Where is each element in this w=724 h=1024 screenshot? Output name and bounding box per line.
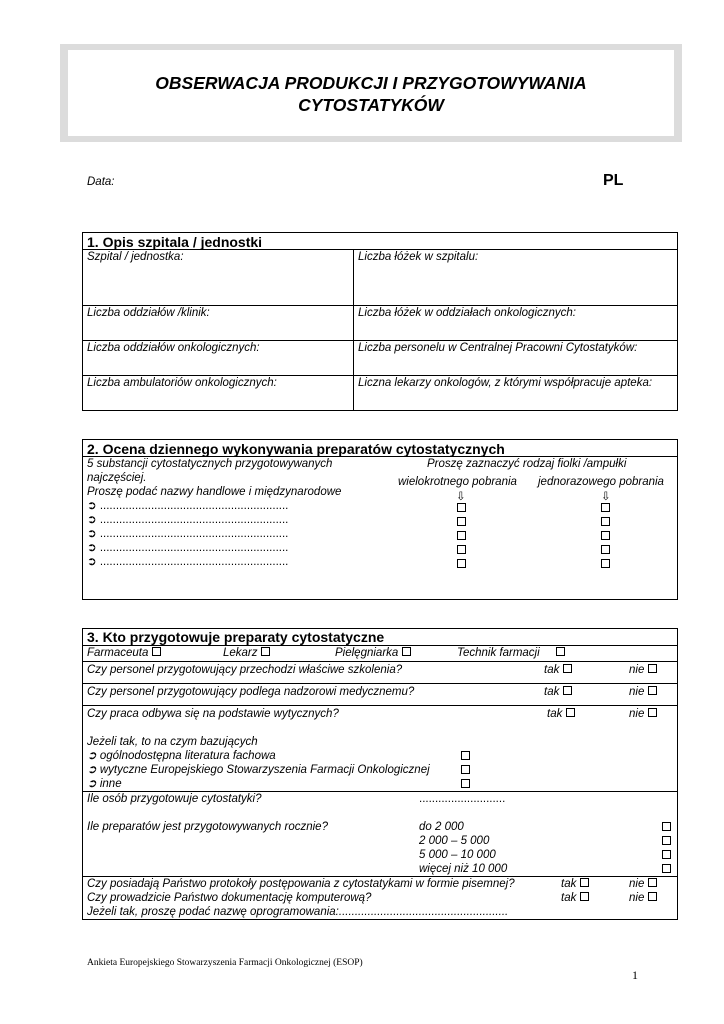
arrow-bullet-icon: ➲ [87, 500, 97, 512]
single-dose-column: jednorazowego pobrania [538, 476, 664, 488]
divider [82, 683, 678, 684]
page-number: 1 [632, 968, 638, 982]
country-code: PL [603, 172, 624, 189]
document-title [68, 72, 674, 116]
yes-label: tak [544, 686, 560, 698]
q-per-year: Ile preparatów jest przygotowywanych rocznie? [87, 821, 328, 833]
divider [82, 661, 678, 662]
no-option[interactable] [629, 686, 657, 699]
checkbox[interactable] [457, 517, 466, 526]
role-doctor[interactable] [223, 647, 270, 660]
footer-text: Ankieta Europejskiego Stowarzyszenia Farmacji Onkologicznej (ESOP) [87, 958, 363, 968]
q-software [87, 906, 508, 919]
software-label: Jeżeli tak, proszę podać nazwę oprogramowania: [87, 906, 339, 918]
checkbox[interactable] [580, 878, 589, 887]
checkbox[interactable] [648, 664, 657, 673]
yes-label: tak [544, 664, 560, 676]
basis-label: ogólnodostępna literatura fachowa [99, 750, 276, 762]
yes-option[interactable] [561, 878, 589, 891]
no-label: nie [629, 664, 645, 676]
checkbox[interactable] [261, 647, 270, 656]
arrow-bullet-icon: ➲ [87, 528, 97, 540]
role-pharmacist[interactable] [87, 647, 161, 660]
date-label: Data: [87, 176, 115, 188]
divider [82, 645, 678, 646]
checkbox[interactable] [457, 503, 466, 512]
arrow-bullet-icon: ➲ [87, 764, 97, 776]
hospital-unit-field[interactable]: Szpital / jednostka: [87, 251, 184, 263]
oncology-wards-field[interactable]: Liczba oddziałów onkologicznych: [87, 342, 260, 354]
basis-label: inne [99, 778, 122, 790]
persons-field[interactable]: ........................... [419, 793, 506, 805]
checkbox[interactable] [402, 647, 411, 656]
checkbox[interactable] [648, 708, 657, 717]
multi-dose-column: wielokrotnego pobrania [398, 476, 517, 488]
yes-option[interactable] [561, 892, 589, 905]
divider [82, 340, 678, 341]
staff-count-field[interactable]: Liczba personelu w Centralnej Pracowni Cytostatyków: [358, 342, 638, 354]
substances-instruction: Proszę podać nazwy handlowe i międzynarodowe [87, 486, 342, 498]
divider [82, 249, 678, 250]
arrow-bullet-icon: ➲ [87, 542, 97, 554]
q-persons: Ile osób przygotowuje cytostatyki? [87, 793, 262, 805]
title-line-2: CYTOSTATYKÓW [298, 95, 444, 115]
checkbox[interactable] [662, 836, 671, 845]
yes-option[interactable] [544, 664, 572, 677]
checkbox[interactable] [563, 664, 572, 673]
basis-option [87, 778, 122, 791]
no-label: nie [629, 892, 645, 904]
checkbox[interactable] [580, 892, 589, 901]
checkbox[interactable] [461, 751, 470, 760]
checkbox[interactable] [461, 779, 470, 788]
yes-option[interactable] [544, 686, 572, 699]
section1-header: 1. Opis szpitala / jednostki [87, 234, 263, 250]
substance-name-field[interactable]: ........................................................... [99, 500, 289, 512]
substance-entry[interactable] [87, 528, 288, 541]
yes-label: tak [547, 708, 563, 720]
divider [82, 791, 678, 792]
q-computer: Czy prowadzicie Państwo dokumentację komputerową? [87, 892, 372, 904]
substances-instruction: najczęściej. [87, 472, 147, 484]
no-option[interactable] [629, 892, 657, 905]
basis-option [87, 764, 430, 777]
down-arrow-icon: ⇩ [601, 491, 611, 503]
hospital-beds-field[interactable]: Liczba łóżek w szpitalu: [358, 251, 479, 263]
wards-count-field[interactable]: Liczba oddziałów /klinik: [87, 307, 210, 319]
divider [82, 305, 678, 306]
basis-option [87, 750, 276, 763]
year-option: 5 000 – 10 000 [419, 849, 496, 861]
divider [82, 705, 678, 706]
no-option[interactable] [629, 664, 657, 677]
substance-name-field[interactable]: ........................................................... [99, 542, 289, 554]
checkbox[interactable] [601, 517, 610, 526]
divider [82, 876, 678, 877]
checkbox[interactable] [662, 864, 671, 873]
no-option[interactable] [629, 878, 657, 891]
checkbox[interactable] [457, 559, 466, 568]
vial-type-title: Proszę zaznaczyć rodzaj fiolki /ampułki [427, 458, 627, 470]
no-option[interactable] [629, 708, 657, 721]
oncologists-count-field[interactable]: Liczna lekarzy onkologów, z którymi współpracuje apteka: [358, 377, 653, 389]
checkbox[interactable] [662, 822, 671, 831]
checkbox[interactable] [461, 765, 470, 774]
checkbox[interactable] [601, 559, 610, 568]
basis-label: wytyczne Europejskiego Stowarzyszenia Farmacji Onkologicznej [99, 764, 430, 776]
divider [82, 456, 678, 457]
divider [353, 249, 354, 411]
checkbox[interactable] [601, 545, 610, 554]
role-label: Pielęgniarka [335, 647, 399, 659]
yes-option[interactable] [547, 708, 575, 721]
oncology-beds-field[interactable]: Liczba łóżek w oddziałach onkologicznych: [358, 307, 576, 319]
arrow-bullet-icon: ➲ [87, 778, 97, 790]
substance-entry[interactable] [87, 514, 288, 527]
checkbox[interactable] [601, 503, 610, 512]
checkbox[interactable] [648, 686, 657, 695]
checkbox[interactable] [152, 647, 161, 656]
checkbox[interactable] [662, 850, 671, 859]
q-basis: Jeżeli tak, to na czym bazujących [87, 736, 258, 748]
role-nurse[interactable] [335, 647, 411, 660]
checkbox[interactable] [556, 647, 565, 656]
role-label: Lekarz [223, 647, 258, 659]
down-arrow-icon: ⇩ [456, 491, 466, 503]
q-supervision: Czy personel przygotowujący podlega nadzorowi medycznemu? [87, 686, 415, 698]
checkbox[interactable] [457, 531, 466, 540]
checkbox[interactable] [457, 545, 466, 554]
year-option: więcej niż 10 000 [419, 863, 508, 875]
substance-name-field[interactable]: ........................................................... [99, 528, 289, 540]
section3-header: 3. Kto przygotowuje preparaty cytostatyczne [87, 629, 385, 645]
year-option: do 2 000 [419, 821, 464, 833]
substances-instruction: 5 substancji cytostatycznych przygotowywanych [87, 458, 333, 470]
substance-name-field[interactable]: ........................................................... [99, 514, 289, 526]
q-protocols: Czy posiadają Państwo protokoły postępowania z cytostatykami w formie pisemnej? [87, 878, 515, 890]
checkbox[interactable] [566, 708, 575, 717]
checkbox[interactable] [648, 892, 657, 901]
role-label: Technik farmacji [457, 647, 540, 659]
q-training: Czy personel przygotowujący przechodzi właściwe szkolenia? [87, 664, 403, 676]
software-field[interactable]: ..................................................... [338, 906, 509, 918]
divider [82, 375, 678, 376]
role-label: Farmaceuta [87, 647, 149, 659]
title-line-1: OBSERWACJA PRODUKCJI I PRZYGOTOWYWANIA [155, 73, 587, 93]
no-label: nie [629, 686, 645, 698]
yes-label: tak [561, 892, 577, 904]
q-guidelines: Czy praca odbywa się na podstawie wytycznych? [87, 708, 339, 720]
no-label: nie [629, 708, 645, 720]
yes-label: tak [561, 878, 577, 890]
role-pharmacy-technician[interactable] [457, 647, 565, 660]
arrow-bullet-icon: ➲ [87, 514, 97, 526]
section2-header: 2. Ocena dziennego wykonywania preparatów cytostatycznych [87, 441, 505, 457]
arrow-bullet-icon: ➲ [87, 556, 97, 568]
arrow-bullet-icon: ➲ [87, 750, 97, 762]
checkbox[interactable] [601, 531, 610, 540]
checkbox[interactable] [648, 878, 657, 887]
substance-entry[interactable] [87, 500, 288, 513]
oncology-clinics-field[interactable]: Liczba ambulatoriów onkologicznych: [87, 377, 277, 389]
substance-entry[interactable] [87, 556, 288, 569]
checkbox[interactable] [563, 686, 572, 695]
substance-entry[interactable] [87, 542, 288, 555]
year-option: 2 000 – 5 000 [419, 835, 490, 847]
substance-name-field[interactable]: ........................................................... [99, 556, 289, 568]
no-label: nie [629, 878, 645, 890]
